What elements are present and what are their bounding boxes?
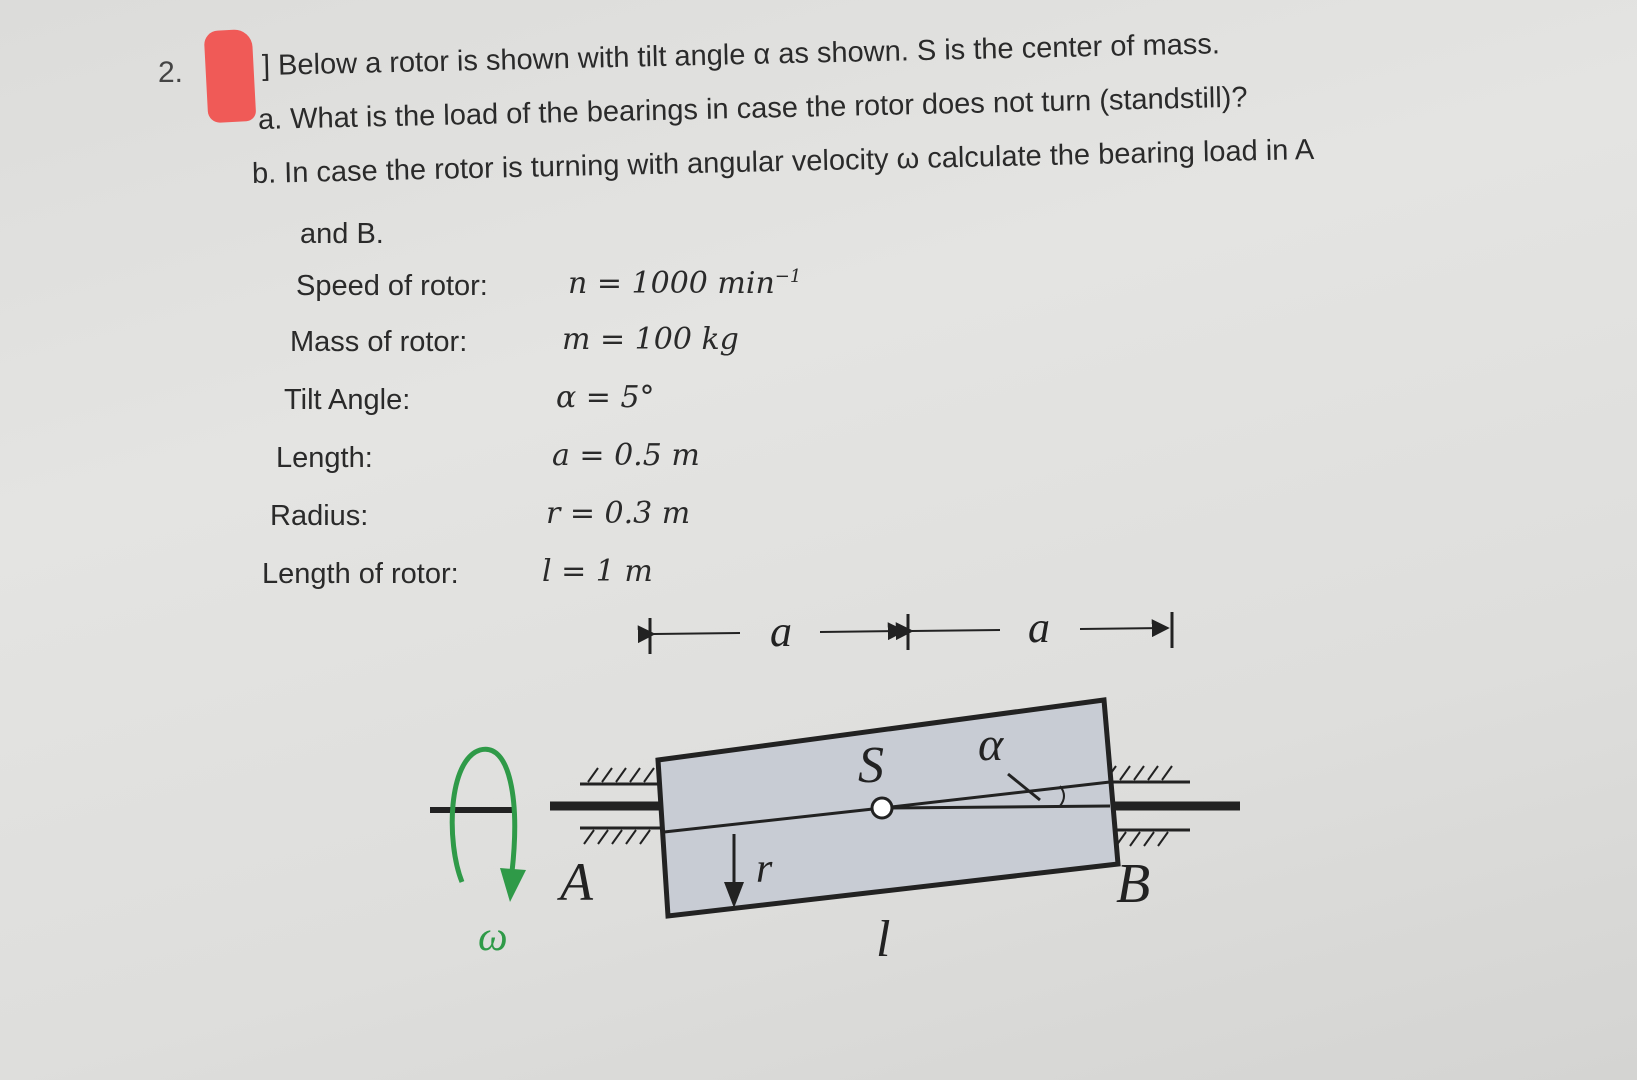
param-label-length: Length: [276,442,373,474]
param-label-tilt: Tilt Angle: [284,384,411,416]
param-value-tilt: α = 5° [556,380,655,415]
tilt-angle-label: α [978,718,1004,771]
param-label-rotor-length: Length of rotor: [262,558,459,590]
center-of-mass-label: S [858,737,884,794]
param-value-radius: r = 0.3 m [546,496,691,531]
param-value-speed: n = 1000 $\min^{-1}$ [568,266,802,301]
param-label-radius: Radius: [270,500,369,532]
rotation-arrow-icon [452,749,526,902]
dim-label-a-right: a [1028,610,1050,652]
question-part-a: a. What is the load of the bearings in case the rotor does not turn (standstill)? [257,81,1248,136]
param-value-rotor-length: l = 1 m [542,554,653,589]
param-value-mass: m = 100 kg [562,322,739,357]
param-value-length: a = 0.5 m [552,438,700,473]
angular-velocity-label: ω [478,914,508,960]
dimension-lines [650,610,1172,656]
question-part-b-continued: and B. [300,218,384,250]
question-intro: ] Below a rotor is shown with tilt angle α as shown. S is the center of mass. [261,28,1221,82]
rotor-length-label: l [876,911,891,968]
redaction-mark [204,29,257,123]
question-part-b: b. In case the rotor is turning with angular velocity ω calculate the bearing load in A [251,133,1315,190]
dim-label-a-left: a [770,610,792,656]
param-label-mass: Mass of rotor: [290,326,468,358]
radius-label: r [756,846,773,892]
question-number: 2. [158,56,184,89]
rotor-diagram [420,610,1240,1010]
bearing-a-label: A [560,852,593,912]
bearing-a [557,768,666,912]
bearing-b-label: B [1116,853,1151,915]
center-of-mass-marker [872,798,892,818]
param-label-speed: Speed of rotor: [296,270,488,302]
